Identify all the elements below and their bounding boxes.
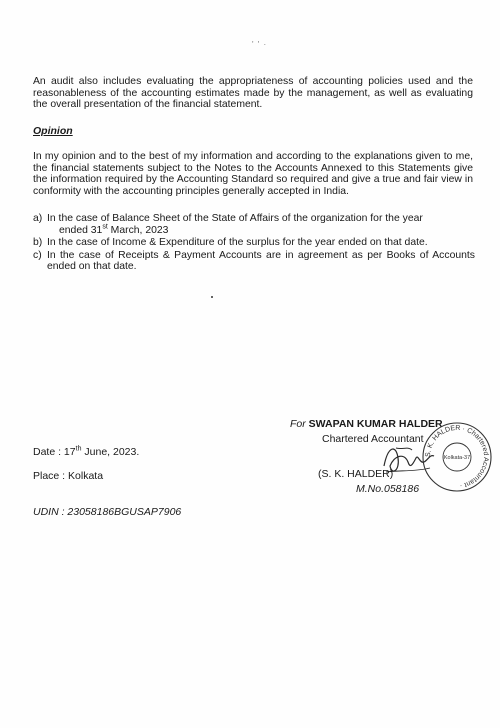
udin-line: UDIN : 23058186BGUSAP7906 xyxy=(33,506,182,518)
list-item xyxy=(33,237,475,249)
date-line xyxy=(33,446,139,458)
place-line: Place : Kolkata xyxy=(33,470,104,482)
list-item-text: In the case of Income & Expenditure of the surplus for the year ended on that date. xyxy=(47,237,428,248)
firm-name: SWAPAN KUMAR HALDER xyxy=(308,418,443,430)
membership-number: M.No.058186 xyxy=(356,483,420,495)
opinion-heading: Opinion xyxy=(33,125,73,137)
designation: Chartered Accountant xyxy=(322,433,424,445)
date-text-end: March, 2023 xyxy=(107,224,169,236)
list-item-continuation xyxy=(47,225,475,237)
seal-ring-text: S. K. HALDER · Chartered Accountant · xyxy=(424,424,490,489)
date-label: Date : 17 xyxy=(33,446,76,458)
opinion-paragraph: In my opinion and to the best of my information and according to the explanations given to me, the financial statements subject to the Notes to the Accounts Annexed to this Statements give the information required by the Accounting Standard so required and give a true and fair view in conformity with the accounting principles generally accepted in India. xyxy=(33,151,473,197)
list-item xyxy=(33,213,475,236)
stray-mark xyxy=(211,296,213,298)
date-ordinal: th xyxy=(75,445,82,453)
for-label: For xyxy=(290,418,306,430)
list-marker: b) xyxy=(33,237,43,248)
seal-center-text: Kolkata-37 xyxy=(443,455,471,461)
seal-stamp xyxy=(420,420,494,494)
list-item xyxy=(33,250,475,273)
audit-paragraph: An audit also includes evaluating the appropriateness of accounting policies used and the reasonableness of the accounting estimates made by the management, as well as evaluating the overall presentation of the financial statement. xyxy=(33,76,473,110)
list-item-text: In the case of Receipts & Payment Accounts are in agreement as per Books of Accounts ended on that date. xyxy=(47,249,475,272)
opinion-list xyxy=(33,213,475,274)
date-suffix: st xyxy=(102,223,108,231)
date-text: ended 31 xyxy=(59,224,103,236)
list-marker: c) xyxy=(33,249,42,261)
list-item-text: In the case of Balance Sheet of the State of Affairs of the organization for the year xyxy=(47,213,423,224)
signatory-name: (S. K. HALDER) xyxy=(318,468,394,480)
date-rest: June, 2023. xyxy=(81,446,140,458)
top-mark: ' ' · xyxy=(252,40,268,49)
list-marker: a) xyxy=(33,213,43,224)
